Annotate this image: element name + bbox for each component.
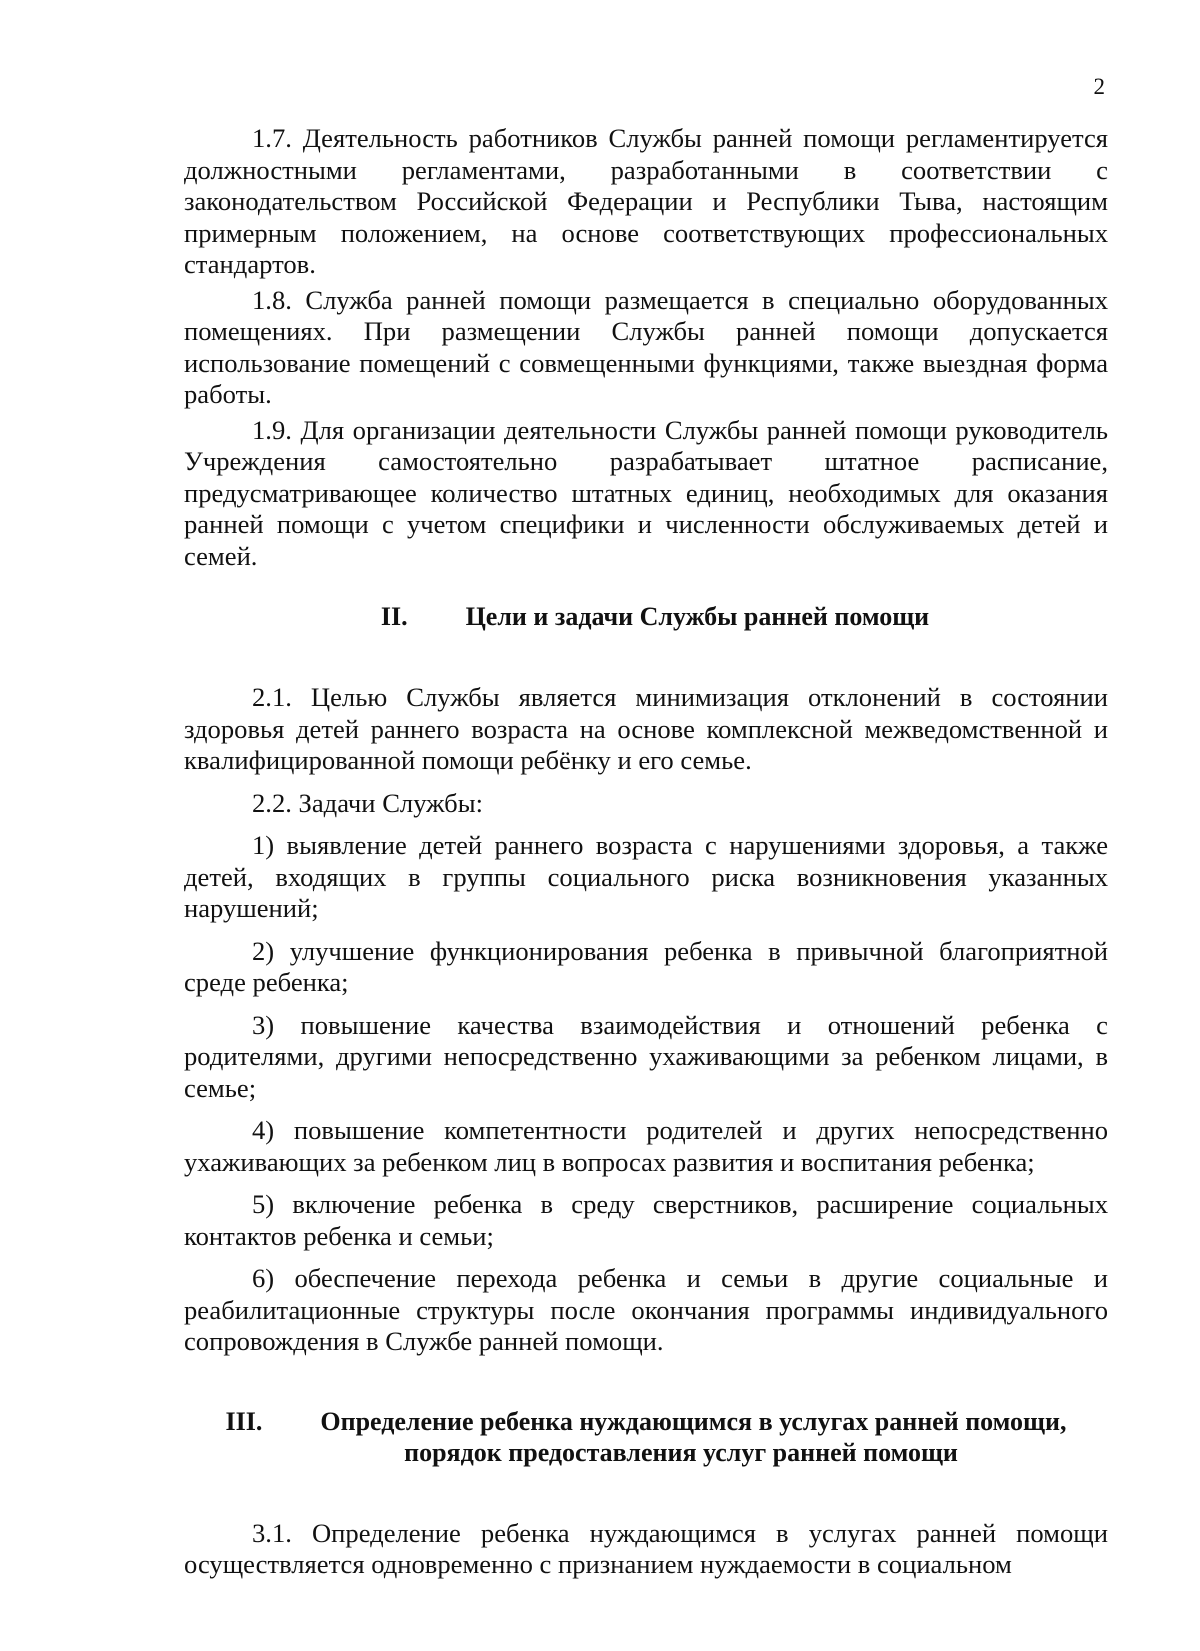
section-2-body bbox=[184, 682, 1108, 1358]
task-item-2: 2) улучшение функционирования ребенка в привычной благоприятной среде ребенка; bbox=[184, 935, 1108, 997]
section-3-title-text-1: Определение ребенка нуждающимся в услугах ранней помощи, bbox=[320, 1406, 1067, 1436]
paragraph-2-1: 2.1. Целью Службы является минимизация отклонений в состоянии здоровья детей раннего возраста на основе комплексной межведомственной и квалифицированной помощи ребёнку и его семье. bbox=[184, 682, 1108, 775]
task-item-4: 4) повышение компетентности родителей и других непосредственно ухаживающих за ребенком лиц в вопросах развития и воспитания ребенка; bbox=[184, 1115, 1108, 1177]
section-3-number: III. bbox=[225, 1406, 263, 1436]
paragraph-1-8: 1.8. Служба ранней помощи размещается в специально оборудованных помещениях. При размещении Службы ранней помощи допускается использование помещений с совмещенными функциями, также выездная форма работы. bbox=[184, 284, 1108, 409]
page-number: 2 bbox=[1093, 74, 1105, 99]
task-item-6: 6) обеспечение перехода ребенка и семьи в другие социальные и реабилитационные структуры после окончания программы индивидуального сопровождения в Службе ранней помощи. bbox=[184, 1263, 1108, 1356]
task-item-1: 1) выявление детей раннего возраста с нарушениями здоровья, а также детей, входящих в группы социального риска возникновения указанных нарушений; bbox=[184, 830, 1108, 923]
task-item-3: 3) повышение качества взаимодействия и отношений ребенка с родителями, другими непосредственно ухаживающими за ребенком лицами, в семье; bbox=[184, 1009, 1108, 1103]
paragraph-2-2: 2.2. Задачи Службы: bbox=[252, 787, 483, 818]
section-3-heading bbox=[184, 1406, 1108, 1468]
section-2-heading bbox=[184, 601, 1108, 632]
section-3-title-line-1 bbox=[184, 1406, 1108, 1437]
section-2-title: Цели и задачи Службы ранней помощи bbox=[465, 602, 930, 631]
paragraph-3-1: 3.1. Определение ребенка нуждающимся в услугах ранней помощи осуществляется одновременно с признанием нуждаемости в социальном bbox=[184, 1517, 1108, 1579]
paragraph-1-9: 1.9. Для организации деятельности Службы ранней помощи руководитель Учреждения самостоятельно разрабатывает штатное расписание, предусматривающее количество штатных единиц, необходимых для оказания ранней помощи с учетом специфики и численности обслуживаемых детей и семей. bbox=[184, 414, 1108, 571]
task-item-5: 5) включение ребенка в среду сверстников, расширение социальных контактов ребенка и семьи; bbox=[184, 1189, 1108, 1251]
section-2-number: II. bbox=[380, 602, 408, 631]
paragraph-1-7: 1.7. Деятельность работников Службы ранней помощи регламентируется должностными регламентами, разработанными в соответствии с законодательством Российской Федерации и Республики Тыва, настоящим примерным положением, на основе соответствующих профессиональных стандартов. bbox=[184, 123, 1108, 279]
document-body bbox=[184, 123, 1108, 1581]
section-3-title-line-2: порядок предоставления услуг ранней помощи bbox=[404, 1437, 958, 1467]
